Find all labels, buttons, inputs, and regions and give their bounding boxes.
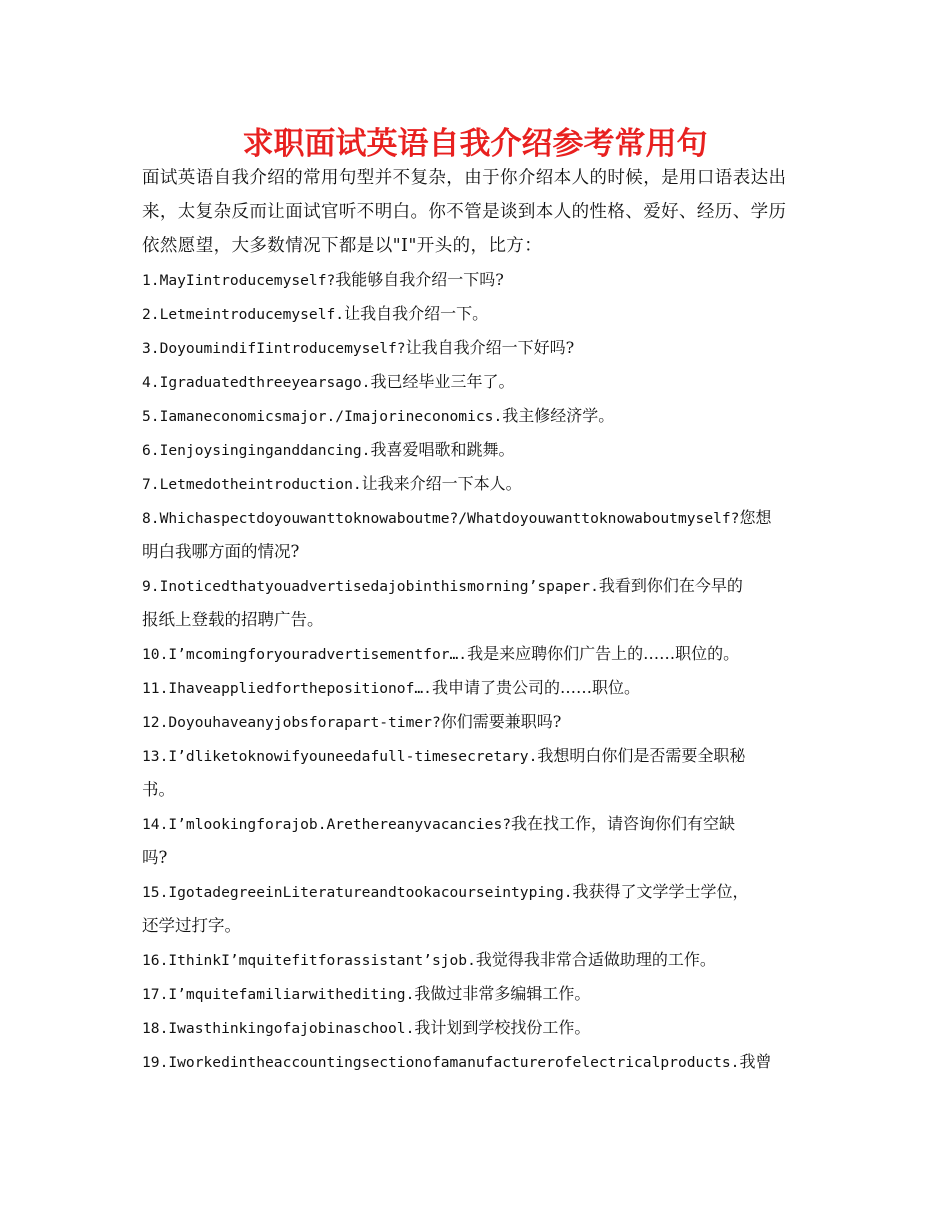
sentence-english: 14.I’mlookingforajob.Arethereanyvacancies?: [142, 816, 512, 833]
sentence-item-18: [142, 1011, 814, 1045]
sentence-continuation: 报纸上登载的招聘广告。: [142, 610, 324, 629]
sentence-english: 19.Iworkedintheaccountingsectionofamanufacturerofelectricalproducts.: [142, 1054, 740, 1071]
sentence-english: 4.Igraduatedthreeyearsago.: [142, 374, 371, 391]
sentence-item-2: [142, 297, 814, 331]
sentence-chinese: 我做过非常多编辑工作。: [414, 984, 591, 1003]
sentence-continuation: 还学过打字。: [142, 916, 241, 935]
sentence-item-1: [142, 263, 814, 297]
sentence-item-8: [142, 501, 814, 535]
sentence-chinese: 你们需要兼职吗?: [440, 712, 562, 731]
sentence-chinese: 您想: [739, 508, 772, 527]
sentence-chinese: 我喜爱唱歌和跳舞。: [370, 440, 515, 459]
sentence-english: 5.Iamaneconomicsmajor./Imajorineconomics.: [142, 408, 503, 425]
sentence-english: 8.Whichaspectdoyouwanttoknowaboutme?/Whatdoyouwanttoknowaboutmyself?: [142, 510, 740, 527]
sentence-english: 13.I’dliketoknowifyouneedafull-timesecretary.: [142, 748, 538, 765]
sentence-english: 1.MayIintroducemyself?: [142, 272, 336, 289]
sentence-chinese: 我计划到学校找份工作。: [414, 1018, 591, 1037]
sentence-item-7: [142, 467, 814, 501]
sentence-item-9: [142, 569, 814, 603]
sentence-item-15: [142, 875, 814, 909]
sentence-chinese: 我获得了文学学士学位，: [572, 882, 749, 901]
sentence-english: 6.Ienjoysinginganddancing.: [142, 442, 371, 459]
sentence-item-19: [142, 1045, 814, 1079]
sentence-item-16: [142, 943, 814, 977]
sentence-english: 17.I’mquitefamiliarwithediting.: [142, 986, 415, 1003]
intro-line: 来，太复杂反而让面试官听不明白。你不管是谈到本人的性格、爱好、经历、学历: [142, 202, 787, 222]
sentence-chinese: 我主修经济学。: [502, 406, 615, 425]
sentence-english: 18.Iwasthinkingofajobinaschool.: [142, 1020, 415, 1037]
sentence-chinese: 我想明白你们是否需要全职秘: [537, 746, 746, 765]
sentence-item-17: [142, 977, 814, 1011]
sentence-item-3: [142, 331, 814, 365]
sentence-english: 3.DoyoumindifIintroducemyself?: [142, 340, 406, 357]
sentence-item-4: [142, 365, 814, 399]
sentence-chinese: 我在找工作，请咨询你们有空缺: [511, 814, 736, 833]
sentence-chinese: 我已经毕业三年了。: [370, 372, 515, 391]
sentence-chinese: 我看到你们在今早的: [598, 576, 743, 595]
sentence-chinese: 我能够自我介绍一下吗?: [335, 270, 504, 289]
sentence-item-6: [142, 433, 814, 467]
sentence-chinese: 让我自我介绍一下。: [344, 304, 489, 323]
sentence-english: 11.Ihaveappliedforthepositionof….: [142, 680, 432, 697]
intro-line: 面试英语自我介绍的常用句型并不复杂，由于你介绍本人的时候，是用口语表达出: [142, 168, 787, 188]
sentence-item-13: [142, 739, 814, 773]
sentence-english: 10.I’mcomingforyouradvertisementfor….: [142, 646, 468, 663]
sentence-chinese: 我申请了贵公司的……职位。: [431, 678, 640, 697]
sentence-english: 12.Doyouhaveanyjobsforapart-timer?: [142, 714, 441, 731]
sentence-chinese: 我是来应聘你们广告上的……职位的。: [467, 644, 740, 663]
sentence-item-12: [142, 705, 814, 739]
sentence-english: 9.Inoticedthatyouadvertisedajobinthismorning’spaper.: [142, 578, 599, 595]
sentence-english: 16.IthinkI’mquitefitforassistant’sjob.: [142, 952, 476, 969]
document-body: [142, 161, 814, 1079]
sentence-chinese: 我觉得我非常合适做助理的工作。: [475, 950, 716, 969]
sentence-continuation: 明白我哪方面的情况?: [142, 542, 300, 561]
sentence-continuation: 吗?: [142, 848, 168, 867]
sentence-item-5: [142, 399, 814, 433]
sentence-chinese: 让我自我介绍一下好吗?: [405, 338, 575, 357]
sentence-item-14: [142, 807, 814, 841]
sentence-chinese: 我曾: [739, 1052, 772, 1071]
sentence-continuation: 书。: [142, 780, 175, 799]
sentence-english: 2.Letmeintroducemyself.: [142, 306, 345, 323]
sentence-item-11: [142, 671, 814, 705]
sentence-english: 15.IgotadegreeinLiteratureandtookacourseintyping.: [142, 884, 573, 901]
sentence-english: 7.Letmedotheintroduction.: [142, 476, 362, 493]
sentence-item-10: [142, 637, 814, 671]
document-title: 求职面试英语自我介绍参考常用句: [242, 126, 708, 162]
intro-line: 依然愿望，大多数情况下都是以"I"开头的，比方：: [142, 236, 543, 256]
sentence-chinese: 让我来介绍一下本人。: [361, 474, 522, 493]
